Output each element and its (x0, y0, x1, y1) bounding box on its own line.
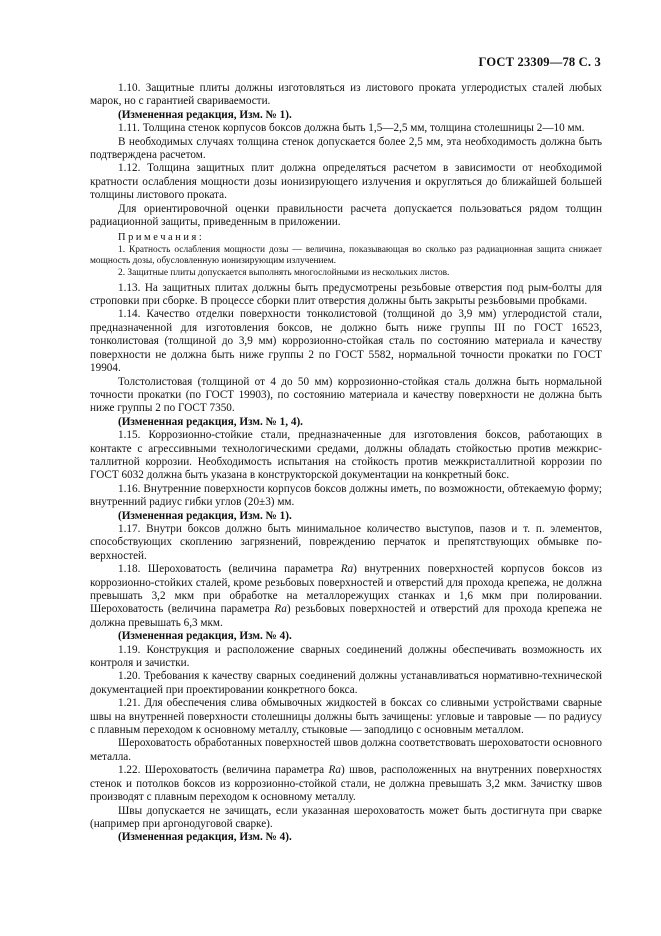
page-header: ГОСТ 23309—78 С. 3 (478, 55, 601, 69)
paragraph (90, 764, 602, 804)
paragraph: Швы допускается не зачищать, если указанная шероховатость может быть достигнута при сварке (например при аргонодуговой сварке). (90, 804, 602, 830)
text-run: ) внутренних поверхностей корпусов боксов из коррозионно-стойких сталей, кроме резьбовых поверхностей и отверстий для прохода крепежа, не должна превышать 3,2 мкм при обработке на металлорежущих станках и 1,6 мкм при полировании. Шероховатость (величина параметра (90, 563, 602, 616)
paragraph: Толстолистовая (толщиной от 4 до 50 мм) коррозионно-стойкая сталь должна быть нормальной точности прокатки (по ГОСТ 19903), по состоянию материала и качеству поверхности не должна быть ниже группы 2 по ГОСТ 7350. (90, 375, 602, 415)
param-ra: Ra (274, 603, 287, 616)
paragraph: 1.13. На защитных плитах должны быть предусмотрены резьбовые отверстия под рым-болты для строповки при сборке. В процессе сборки плит отверстия должны быть закрыты резьбовыми пробками. (90, 281, 602, 308)
paragraph: 1.12. Толщина защитных плит должна определяться расчетом в зависимости от необходимой кратности ослабления мощности дозы ионизирующего излучения и округляться до ближайшей большей толщины листового проката. (90, 162, 602, 202)
text-run: ) швов, расположенных на внутренних поверхностях стенок и потолков боксов из коррозионно-стойкой стали, не должна превышать 3,2 мкм. Зачистку швов производят с плавным переходом к основному металлу. (90, 764, 602, 804)
revision-note: (Измененная редакция, Изм. № 1). (118, 509, 292, 522)
paragraph: 1.17. Внутри боксов должно быть минимальное количество выступов, пазов и т. п. элементов, способствующих скоплению загрязнений, повреждению перчаток и препятствующих обмывке поверхностей. (90, 522, 602, 562)
revision-note: (Измененная редакция, Изм. № 4). (118, 630, 292, 643)
document-body (90, 82, 602, 845)
paragraph: 1.14. Качество отделки поверхности тонколистовой (толщиной до 3,9 мм) углеродистой стали, предназначенной для изготовления боксов, не должно быть ниже группы III по ГОСТ 16523, тонколистовая (толщиной до 3,9 мм) коррозионно-стойкая сталь по состоянию материала и качеству поверхности не должна быть ниже группы 2 по ГОСТ 5582, нормальной точности прокатки по ГОСТ 19904. (90, 308, 602, 375)
paragraph: Шероховатость обработанных поверхностей швов должна соответствовать шероховатости основного металла. (90, 737, 602, 763)
paragraph: В необходимых случаях толщина стенок допускается более 2,5 мм, эта необходимость должна быть подтверждена расчетом. (90, 135, 602, 162)
paragraph: 1.10. Защитные плиты должны изготовляться из листового проката углеродистых сталей любых марок, но с гарантией свариваемости. (90, 82, 602, 108)
paragraph: 1.21. Для обеспечения слива обмывочных жидкостей в боксах со сливными устройствами сварные швы на внутренней поверхности столешницы должны быть зачищены: угловые и тавровые — по радиусу с плавным переходом к основному металлу, стыковые — заподлицо с основным металлом. (90, 697, 602, 737)
paragraph (90, 563, 602, 630)
paragraph: 1.11. Толщина стенок корпусов боксов должна быть 1,5—2,5 мм, толщина столешницы 2—10 мм. (118, 122, 585, 135)
paragraph: 1.16. Внутренние поверхности корпусов боксов должны иметь, по возможности, обтекаемую форму; внутренний радиус гибки углов (20±3) мм. (90, 482, 602, 509)
text-run: 1.18. Шероховатость (величина параметра (118, 563, 341, 576)
text-run: ) резьбовых поверхностей и отверстий для прохода крепежа не должна превышать 6,3 мкм. (90, 603, 602, 629)
param-ra: Ra (328, 764, 341, 777)
paragraph: 1.15. Коррозионно-стойкие стали, предназначенные для изготовления боксов, работающих в контакте с агрессивными технологическими средами, должны обладать стойкостью против межкристаллитной коррозии. Необходимость испытания на стойкость против межкристаллитной коррозии по ГОСТ 6032 должна быть указана в конструкторской документации на конкретный бокс. (90, 429, 602, 482)
revision-note: (Измененная редакция, Изм. № 1, 4). (118, 415, 303, 428)
paragraph: 1.19. Конструкция и расположение сварных соединений должны обеспечивать возможность их контроля и зачистки. (90, 643, 602, 670)
paragraph: 1.20. Требования к качеству сварных соединений должны устанавливаться нормативно-технической документацией при проектировании конкретного бокса. (90, 670, 602, 696)
note-item: 2. Защитные плиты допускается выполнять многослойными из нескольких листов. (118, 268, 450, 279)
revision-note: (Измененная редакция, Изм. № 1). (118, 108, 292, 121)
revision-note: (Измененная редакция, Изм. № 4). (118, 831, 292, 844)
note-item: 1. Кратность ослабления мощности дозы — величина, показывающая во сколько раз радиационная защита снижает мощность дозы, обусловленную ионизирующим излучением. (90, 244, 602, 267)
param-ra: Ra (340, 563, 354, 576)
paragraph: Для ориентировочной оценки правильности расчета допускается пользоваться рядом толщин радиационной защиты, приведенным в приложении. (90, 202, 602, 229)
text-run: 1.22. Шероховатость (величина параметра (118, 764, 329, 777)
notes-heading: Примечания: (118, 232, 205, 244)
